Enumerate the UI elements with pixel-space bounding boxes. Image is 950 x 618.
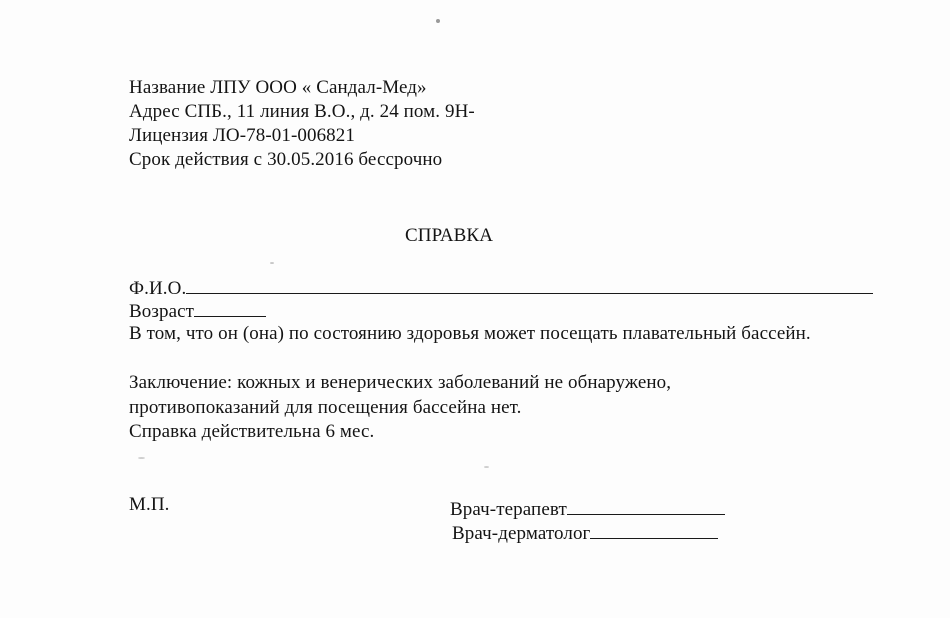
dermatologist-signature-line [590,521,718,539]
fio-row [129,276,873,300]
license-validity: Срок действия с 30.05.2016 бессрочно [129,149,443,170]
conclusion-line-2: противопоказаний для посещения бассейна нет. [129,397,522,418]
conclusion-line-1: Заключение: кожных и венерических заболеваний не обнаружено, [129,372,672,393]
age-label: Возраст [129,301,195,322]
age-blank-line [194,299,266,317]
fio-blank-line [186,276,873,294]
age-row [129,299,266,323]
health-statement: В том, что он (она) по состоянию здоровья может посещать плавательный бассейн. [129,323,811,344]
stamp-label: М.П. [129,494,170,515]
clinic-name: Название ЛПУ ООО « Сандал-Мед» [129,77,427,98]
scan-speck [484,466,489,468]
scan-speck [436,19,440,23]
therapist-label: Врач-терапевт [450,499,567,520]
document-title: СПРАВКА [405,225,494,246]
therapist-signature-row [450,497,725,521]
clinic-license: Лицензия ЛО-78-01-006821 [129,125,355,146]
validity-period: Справка действительна 6 мес. [129,421,375,442]
scan-speck [270,262,274,264]
dermatologist-label: Врач-дерматолог [452,523,591,544]
fio-label: Ф.И.О. [129,278,187,299]
dermatologist-signature-row [452,521,718,545]
clinic-address: Адрес СПБ., 11 линия В.О., д. 24 пом. 9Н- [129,101,475,122]
scan-speck [138,457,145,459]
therapist-signature-line [567,497,725,515]
